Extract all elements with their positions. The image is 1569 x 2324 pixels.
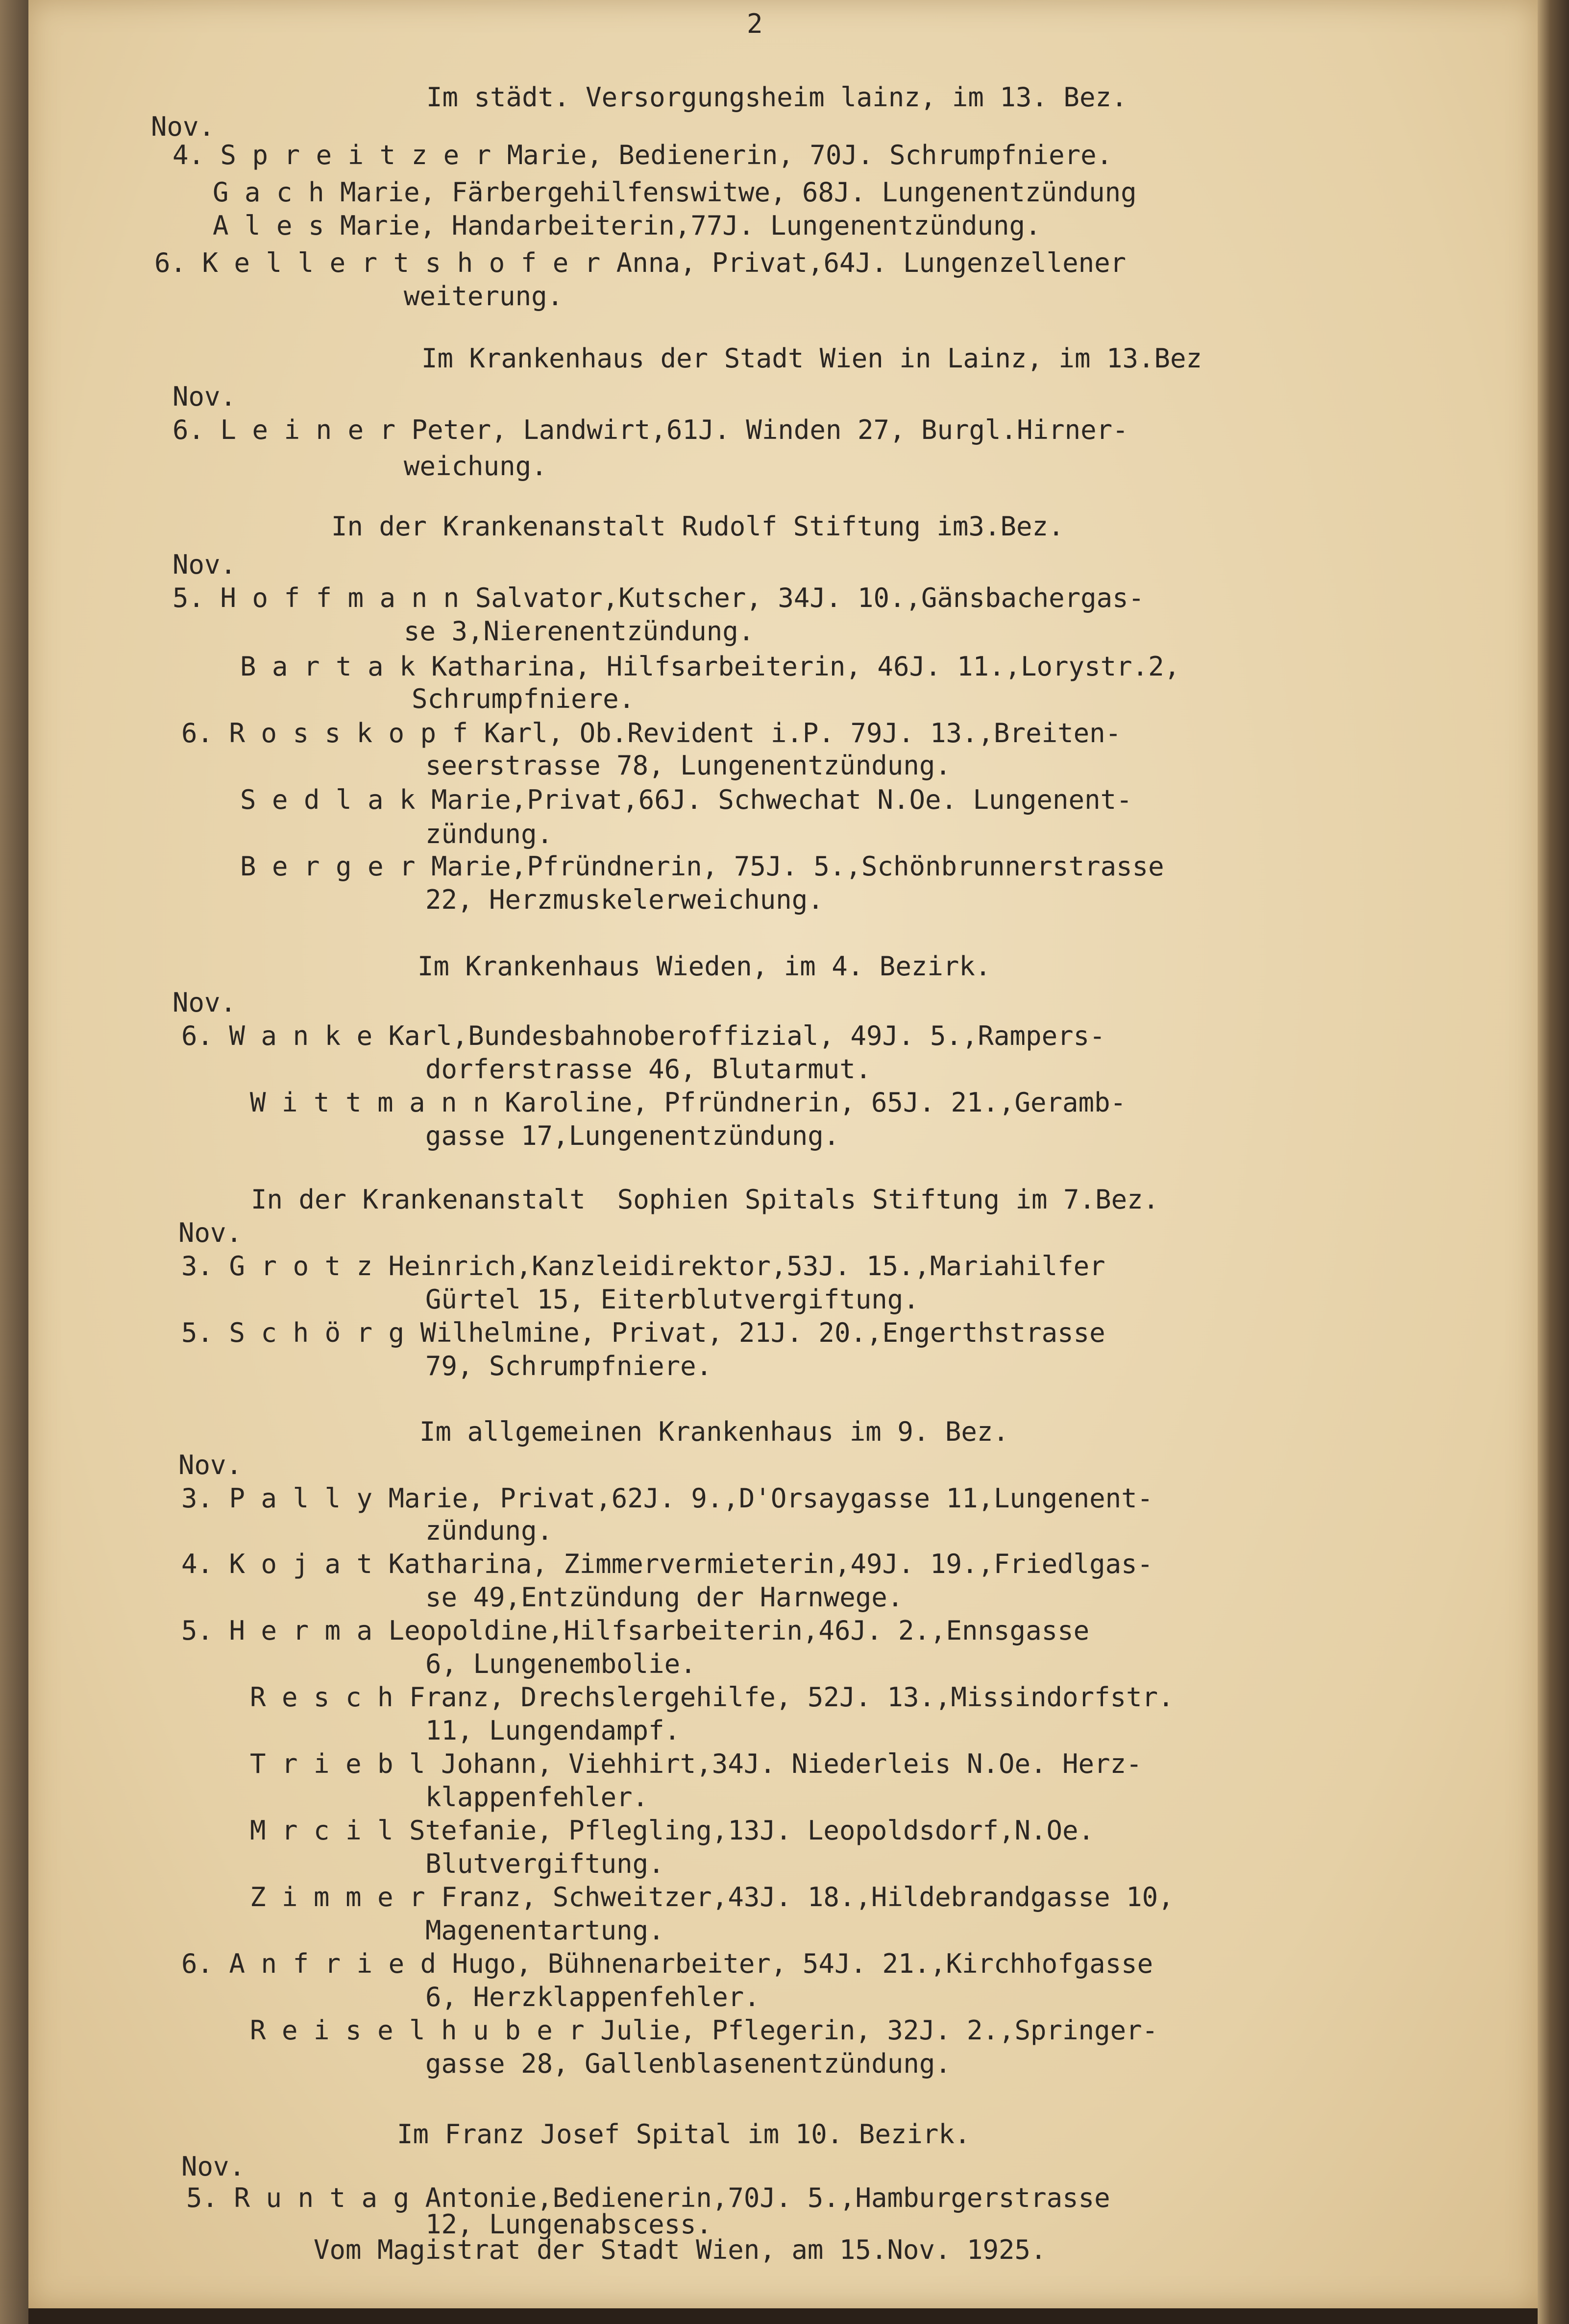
death-entry: S e d l a k Marie,Privat,66J. Schwechat N.Oe. Lungenent- — [240, 784, 1132, 815]
section-heading: In der Krankenanstalt Rudolf Stiftung im3.Bez. — [331, 511, 1064, 542]
month-label: Nov. — [178, 1217, 243, 1248]
death-entry: G a c h Marie, Färbergehilfenswitwe, 68J. Lungenentzündung — [213, 177, 1137, 208]
month-label: Nov. — [151, 111, 215, 142]
entry-continuation: weichung. — [404, 451, 547, 482]
month-label: Nov. — [172, 987, 237, 1018]
death-entry: 3. P a l l y Marie, Privat,62J. 9.,D'Orsaygasse 11,Lungenent- — [181, 1483, 1153, 1514]
entry-continuation: klappenfehler. — [425, 1782, 649, 1813]
entry-continuation: Schrumpfniere. — [412, 683, 635, 714]
death-entry: 6. L e i n e r Peter, Landwirt,61J. Winden 27, Burgl.Hirner- — [172, 414, 1128, 445]
month-label: Nov. — [181, 2151, 245, 2182]
death-entry: B a r t a k Katharina, Hilfsarbeiterin, 46J. 11.,Lorystr.2, — [240, 651, 1180, 682]
entry-continuation: gasse 17,Lungenentzündung. — [425, 1120, 840, 1151]
entry-continuation: 6, Herzklappenfehler. — [425, 1982, 760, 2012]
month-label: Nov. — [172, 381, 237, 412]
page-number: 2 — [747, 8, 763, 39]
death-entry: 6. A n f r i e d Hugo, Bühnenarbeiter, 54J. 21.,Kirchhofgasse — [181, 1948, 1153, 1979]
entry-continuation: dorferstrasse 46, Blutarmut. — [425, 1054, 872, 1085]
death-entry: M r c i l Stefanie, Pflegling,13J. Leopoldsdorf,N.Oe. — [250, 1815, 1095, 1846]
death-entry: B e r g e r Marie,Pfründnerin, 75J. 5.,Schönbrunnerstrasse — [240, 851, 1164, 882]
entry-continuation: Gürtel 15, Eiterblutvergiftung. — [425, 1284, 919, 1315]
death-entry: T r i e b l Johann, Viehhirt,34J. Niederleis N.Oe. Herz- — [250, 1748, 1142, 1779]
entry-continuation: Blutvergiftung. — [425, 1848, 664, 1879]
entry-continuation: zündung. — [425, 819, 553, 849]
death-entry: 4. K o j a t Katharina, Zimmervermieterin,49J. 19.,Friedlgas- — [181, 1549, 1153, 1579]
death-entry: 4. S p r e i t z e r Marie, Bedienerin, 70J. Schrumpfniere. — [172, 140, 1113, 170]
entry-continuation: 6, Lungenembolie. — [425, 1648, 696, 1679]
death-entry: R e i s e l h u b e r Julie, Pflegerin, 32J. 2.,Springer- — [250, 2015, 1158, 2046]
death-entry: Z i m m e r Franz, Schweitzer,43J. 18.,Hildebrandgasse 10, — [250, 1882, 1174, 1912]
entry-continuation: 12, Lungenabscess. — [425, 2209, 712, 2240]
death-entry: 6. W a n k e Karl,Bundesbahnoberoffizial, 49J. 5.,Rampers- — [181, 1020, 1105, 1051]
section-heading: Im Krankenhaus der Stadt Wien in Lainz, im 13.Bez — [421, 343, 1202, 374]
closing-signature-line: Vom Magistrat der Stadt Wien, am 15.Nov. 1925. — [314, 2234, 1047, 2265]
entry-continuation: 22, Herzmuskelerweichung. — [425, 884, 824, 915]
death-entry: A l e s Marie, Handarbeiterin,77J. Lungenentzündung. — [213, 210, 1041, 241]
section-heading: Im Krankenhaus Wieden, im 4. Bezirk. — [417, 951, 991, 982]
entry-continuation: Magenentartung. — [425, 1915, 664, 1946]
section-heading: Im allgemeinen Krankenhaus im 9. Bez. — [419, 1416, 1009, 1447]
section-heading: In der Krankenanstalt Sophien Spitals Stiftung im 7.Bez. — [251, 1184, 1159, 1215]
section-heading: Im Franz Josef Spital im 10. Bezirk. — [397, 2119, 971, 2150]
death-entry: R e s c h Franz, Drechslergehilfe, 52J. 13.,Missindorfstr. — [250, 1682, 1174, 1713]
entry-continuation: gasse 28, Gallenblasenentzündung. — [425, 2048, 951, 2079]
entry-continuation: seerstrasse 78, Lungenentzündung. — [425, 750, 951, 781]
entry-continuation: zündung. — [425, 1515, 553, 1546]
death-entry: W i t t m a n n Karoline, Pfründnerin, 65J. 21.,Geramb- — [250, 1087, 1127, 1118]
death-entry: 6. R o s s k o p f Karl, Ob.Revident i.P. 79J. 13.,Breiten- — [181, 718, 1122, 749]
death-entry: 5. H e r m a Leopoldine,Hilfsarbeiterin,46J. 2.,Ennsgasse — [181, 1615, 1090, 1646]
entry-continuation: 79, Schrumpfniere. — [425, 1351, 712, 1381]
entry-continuation: se 49,Entzündung der Harnwege. — [425, 1582, 904, 1613]
death-entry: 6. K e l l e r t s h o f e r Anna, Privat,64J. Lungenzellener — [154, 247, 1127, 278]
death-entry: 5. S c h ö r g Wilhelmine, Privat, 21J. 20.,Engerthstrasse — [181, 1317, 1105, 1348]
death-entry: 5. R u n t a g Antonie,Bedienerin,70J. 5.,Hamburgerstrasse — [186, 2182, 1110, 2213]
month-label: Nov. — [178, 1450, 243, 1480]
death-entry: 5. H o f f m a n n Salvator,Kutscher, 34J. 10.,Gänsbachergas- — [172, 582, 1145, 613]
entry-continuation: se 3,Nierenentzündung. — [404, 616, 755, 647]
month-label: Nov. — [172, 549, 237, 580]
entry-continuation: weiterung. — [404, 281, 564, 312]
death-entry: 3. G r o t z Heinrich,Kanzleidirektor,53J. 15.,Mariahilfer — [181, 1251, 1105, 1282]
section-heading: Im städt. Versorgungsheim lainz, im 13. Bez. — [426, 82, 1128, 113]
entry-continuation: 11, Lungendampf. — [425, 1715, 681, 1746]
